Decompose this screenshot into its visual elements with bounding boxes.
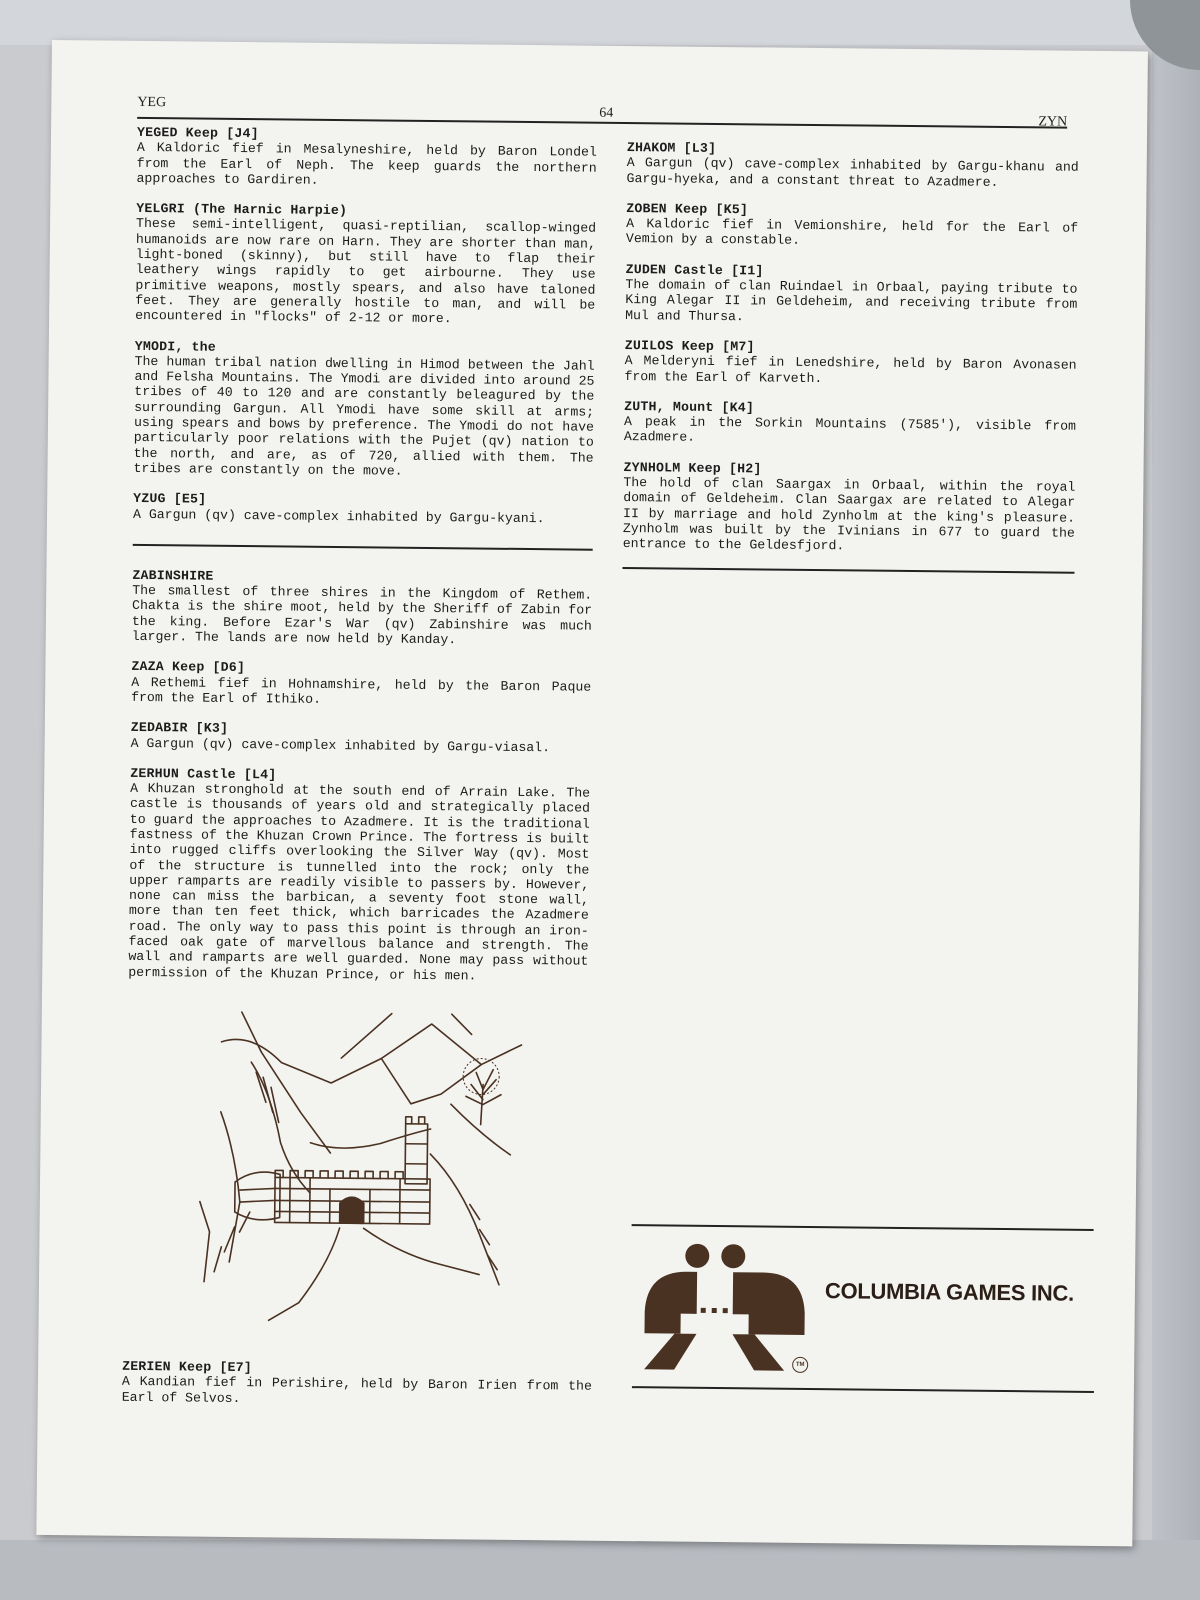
entry-zabinshire — [132, 568, 593, 649]
entry-zuilos — [624, 338, 1076, 389]
entry-body: The smallest of three shires in the Kingdom of Rethem. Chakta is the shire moot, held by the Sheriff of Zabin for the king. Before Ezar's War (qv) Zabinshire was much larger. The lands are now held by Kanday. — [131, 582, 593, 648]
entry-yelgri — [135, 201, 596, 328]
entry-body: A Khuzan stronghold at the south end of Arrain Lake. The castle is thousands of years old and strategically placed to guard the approaches to Azadmere. It is the traditional fastness of the Khuzan Crown Prince. The fortress is built into rugged cliffs overlooking the Silver Way (qv). Most of the structure is tunnelled into the rock; only the upper ramparts are readily visible to passers by. However, none can miss the barbican, a seventy foot stone wall, more than ten feet thick, which barricades the Azadmere road. The only way to pass this point is through an iron-faced oak gate of marvellous balance and strength. The wall and ramparts are well guarded. None may pass without permission of the Khuzan Prince, or his men. — [128, 780, 591, 984]
entry-title: YEGED Keep [J4] — [136, 124, 259, 142]
page-number: 64 — [599, 105, 614, 121]
running-head-left: YEG — [137, 94, 167, 111]
entry-ymodi — [133, 338, 594, 480]
booklet-page — [36, 40, 1148, 1546]
entry-zynholm — [623, 460, 1076, 557]
backdrop-bottom — [0, 1540, 1200, 1600]
entry-body: These semi-intelligent, quasi-reptilian, scallop-winged humanoids are now rare on Harn. They are shorter than man, light-boned (skinny), but still have to flap their leathery wings rapidly to get airbourne. They use primitive weapons, mostly spears, and also have taloned feet. They are generally hostile to man, and will be encountered in "flocks" of 2-12 or more. — [135, 216, 597, 327]
entry-zaza — [131, 659, 591, 710]
entry-body: The domain of clan Ruindael in Orbaal, paying tribute to King Alegar II in Geldeheim, and receiving tribute from Mul and Thursa. — [625, 277, 1078, 324]
entry-body: A Gargun (qv) cave-complex inhabited by Gargu-khanu and Gargu-hyeka, and a constant threat to Azadmere. — [626, 155, 1079, 190]
entry-zhakom — [627, 140, 1079, 191]
entry-title: ZABINSHIRE — [132, 567, 214, 584]
right-column — [622, 140, 1079, 595]
entry-yeged — [136, 125, 597, 191]
company-name: COLUMBIA GAMES INC. — [824, 1278, 1075, 1306]
entry-title: ZEDABIR [K3] — [130, 720, 229, 737]
entry-body: A Kaldoric fief in Vemionshire, held for the Earl of Vemion by a constable. — [625, 216, 1079, 249]
entry-zuden — [625, 262, 1078, 328]
entry-zoben — [626, 201, 1078, 252]
entry-yzug — [133, 491, 593, 526]
entry-title: ZAZA Keep [D6] — [131, 659, 246, 676]
entry-zerhun — [128, 766, 590, 985]
entry-title: ZERIEN Keep [E7] — [122, 1358, 253, 1376]
entry-title: ZERHUN Castle [L4] — [130, 765, 277, 783]
columbia-games-logo-icon — [634, 1241, 815, 1373]
entry-title: ZYNHOLM Keep [H2] — [623, 459, 762, 477]
entry-title: ZUILOS Keep [M7] — [624, 337, 755, 355]
entry-body: The human tribal nation dwelling in Himod between the Jahl and Felsha Mountains. The Ymodi are divided into around 25 tribes of 40 to 120 and are constantly beleagured by the surrounding Gargun. All Ymodi have some skill at arms; using spears and bows by preference. The Ymodi do not have particularly poor relations with the Pujet (qv) nation to the north, and are, as of 720, allied with them. The tribes are constantly on the move. — [133, 353, 595, 479]
section-divider — [622, 567, 1074, 574]
entry-title: YELGRI (The Harnic Harpie) — [136, 201, 348, 219]
entry-body: A Kandian fief in Perishire, held by Baron Irien from the Earl of Selvos. — [121, 1374, 593, 1406]
trademark-mark: TM — [792, 1357, 808, 1373]
entry-body: The hold of clan Saargax in Orbaal, within the royal domain of Geldeheim. Clan Saargax are related to Alegar II by marriage and hold Zynholm at the king's pleasure. Zynholm was built by the Ivinians in 677 to guard the entrance to the Geldesfjord. — [622, 475, 1076, 554]
castle-illustration — [179, 1001, 562, 1325]
logo-bottom-rule — [632, 1386, 1094, 1393]
entry-body: A Rethemi fief in Hohnamshire, held by the Baron Paque from the Earl of Ithiko. — [131, 674, 592, 707]
entry-title: ZUDEN Castle [I1] — [625, 261, 764, 279]
section-divider — [133, 544, 593, 551]
entry-title: YZUG [E5] — [133, 491, 207, 507]
entry-title: YMODI, the — [134, 338, 217, 355]
entry-zedabir — [131, 720, 591, 755]
backdrop-right — [1152, 0, 1200, 1600]
entry-title: ZOBEN Keep [K5] — [626, 200, 749, 218]
entry-body: A Gargun (qv) cave-complex inhabited by Gargu-viasal. — [130, 735, 551, 755]
entry-body: A Kaldoric fief in Mesalyneshire, held by Baron Londel from the Earl of Neph. The keep guards the northern approaches to Gardiren. — [136, 140, 597, 188]
backdrop-top — [0, 0, 1200, 45]
entry-zerien — [122, 1359, 592, 1410]
entry-title: ZUTH, Mount [K4] — [624, 398, 755, 416]
entry-body: A Melderyni fief in Lenedshire, held by Baron Avonasen from the Earl of Karveth. — [624, 353, 1077, 386]
left-column — [128, 125, 597, 1000]
running-head-right: ZYN — [1038, 114, 1068, 130]
entry-body: A peak in the Sorkin Mountains (7585'), visible from Azadmere. — [623, 414, 1077, 446]
entry-body: A Gargun (qv) cave-complex inhabited by Gargu-kyani. — [132, 506, 545, 526]
entry-title: ZHAKOM [L3] — [626, 140, 717, 156]
entry-zuth — [624, 399, 1076, 450]
logo-top-rule — [632, 1224, 1094, 1231]
